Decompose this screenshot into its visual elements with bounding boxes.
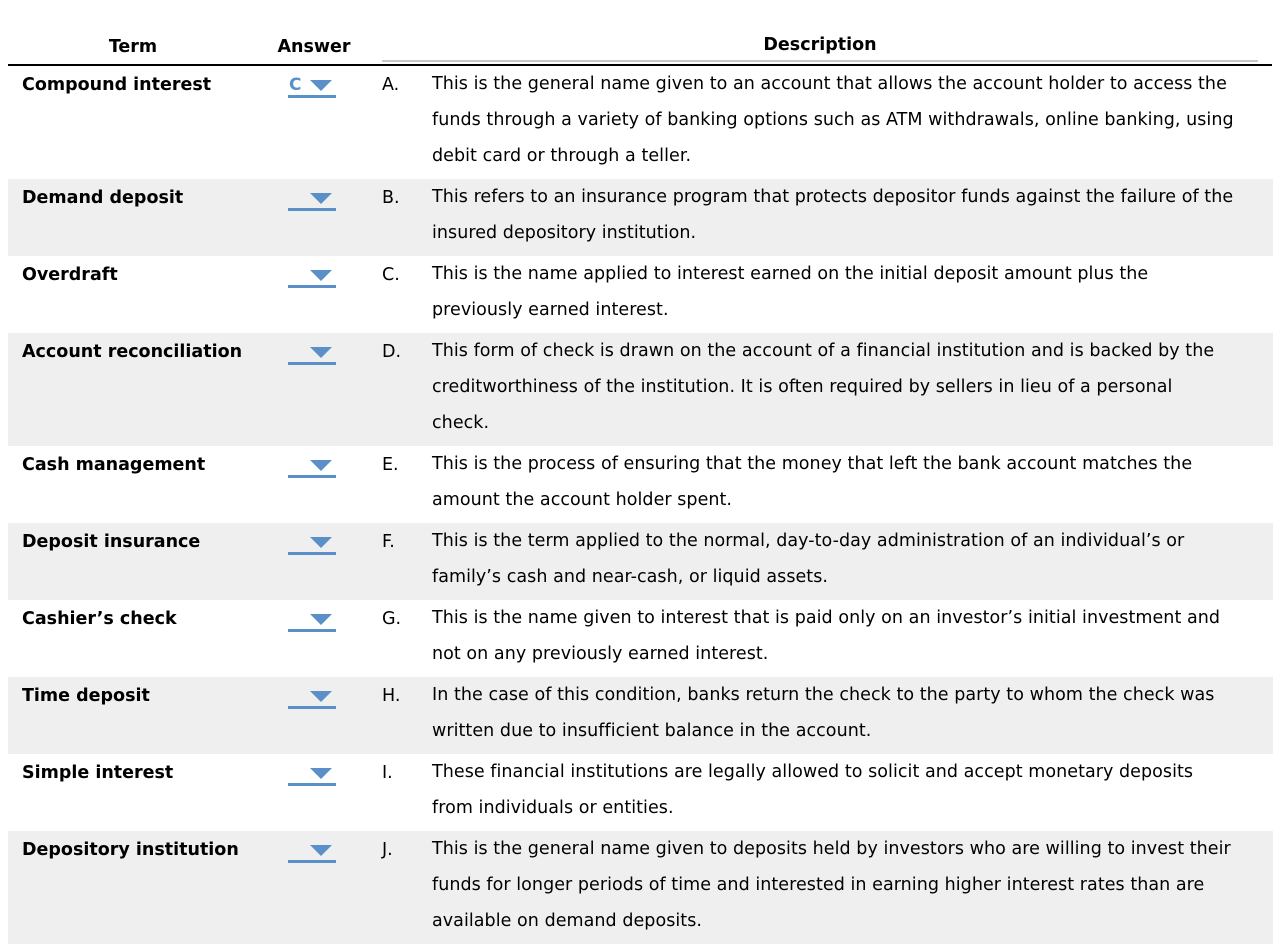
description-letter: A. [382, 75, 400, 95]
chevron-down-icon [310, 768, 332, 779]
description-line: funds for longer periods of time and interested in earning higher interest rates than are [432, 875, 1205, 895]
table-row [8, 333, 1273, 446]
answer-dropdown[interactable] [288, 839, 336, 863]
table-row [8, 523, 1273, 600]
description-line: This is the process of ensuring that the money that left the bank account matches the [432, 454, 1193, 474]
header-answer: Answer [277, 37, 351, 57]
description-text [432, 677, 1268, 749]
table-row [8, 831, 1273, 944]
description-text [432, 446, 1268, 518]
chevron-down-icon [310, 270, 332, 281]
chevron-down-icon [310, 193, 332, 204]
description-letter: G. [382, 609, 402, 629]
description-text [432, 600, 1268, 672]
term-label: Overdraft [22, 265, 118, 285]
term-label: Cashier’s check [22, 609, 177, 629]
chevron-down-icon [310, 691, 332, 702]
description-letter: H. [382, 686, 401, 706]
description-text [432, 66, 1268, 174]
term-label: Cash management [22, 455, 206, 475]
description-line: creditworthiness of the institution. It is often required by sellers in lieu of a personal [432, 377, 1173, 397]
table-row [8, 179, 1273, 256]
matching-table-body [8, 66, 1273, 944]
description-line: debit card or through a teller. [432, 146, 692, 166]
chevron-down-icon [310, 614, 332, 625]
answer-dropdown[interactable] [288, 74, 336, 98]
term-label: Simple interest [22, 763, 174, 783]
answer-dropdown[interactable] [288, 264, 336, 288]
answer-dropdown[interactable] [288, 454, 336, 478]
description-header-underline [382, 60, 1258, 62]
description-text [432, 754, 1268, 826]
term-label: Depository institution [22, 840, 239, 860]
chevron-down-icon [310, 80, 332, 91]
description-line: insured depository institution. [432, 223, 697, 243]
description-line: This form of check is drawn on the account of a financial institution and is backed by the [432, 341, 1215, 361]
chevron-down-icon [310, 845, 332, 856]
description-letter: D. [382, 342, 402, 362]
description-line: funds through a variety of banking options such as ATM withdrawals, online banking, using [432, 110, 1234, 130]
answer-dropdown[interactable] [288, 187, 336, 211]
description-line: These financial institutions are legally allowed to solicit and accept monetary deposits [432, 762, 1194, 782]
table-row [8, 66, 1273, 179]
term-label: Demand deposit [22, 188, 184, 208]
description-line: This is the name given to interest that is paid only on an investor’s initial investment and [432, 608, 1221, 628]
description-line: In the case of this condition, banks return the check to the party to whom the check was [432, 685, 1215, 705]
table-row [8, 677, 1273, 754]
description-line: family’s cash and near-cash, or liquid assets. [432, 567, 828, 587]
description-letter: F. [382, 532, 395, 552]
table-row [8, 754, 1273, 831]
answer-selected-value: C [289, 75, 302, 95]
table-header [0, 0, 1288, 66]
answer-dropdown[interactable] [288, 762, 336, 786]
term-label: Deposit insurance [22, 532, 201, 552]
answer-dropdown[interactable] [288, 341, 336, 365]
description-letter: I. [382, 763, 393, 783]
chevron-down-icon [310, 347, 332, 358]
table-row [8, 446, 1273, 523]
description-letter: J. [382, 840, 393, 860]
table-row [8, 256, 1273, 333]
description-line: This refers to an insurance program that protects depositor funds against the failure of the [432, 187, 1234, 207]
description-line: This is the general name given to an account that allows the account holder to access the [432, 74, 1227, 94]
description-text [432, 523, 1268, 595]
table-row [8, 600, 1273, 677]
description-line: written due to insufficient balance in the account. [432, 721, 872, 741]
description-text [432, 333, 1268, 441]
answer-dropdown[interactable] [288, 608, 336, 632]
description-letter: B. [382, 188, 400, 208]
description-letter: C. [382, 265, 400, 285]
header-term: Term [108, 37, 158, 57]
description-text [432, 831, 1268, 939]
term-label: Compound interest [22, 75, 212, 95]
description-line: from individuals or entities. [432, 798, 674, 818]
description-line: This is the name applied to interest earned on the initial deposit amount plus the [432, 264, 1149, 284]
term-label: Account reconciliation [22, 342, 243, 362]
description-line: not on any previously earned interest. [432, 644, 769, 664]
answer-dropdown[interactable] [288, 531, 336, 555]
description-line: This is the general name given to deposits held by investors who are willing to invest their [432, 839, 1231, 859]
description-line: check. [432, 413, 490, 433]
description-line: This is the term applied to the normal, day-to-day administration of an individual’s or [432, 531, 1185, 551]
chevron-down-icon [310, 460, 332, 471]
description-letter: E. [382, 455, 399, 475]
description-line: available on demand deposits. [432, 911, 702, 931]
answer-dropdown[interactable] [288, 685, 336, 709]
chevron-down-icon [310, 537, 332, 548]
term-label: Time deposit [22, 686, 150, 706]
header-description: Description [763, 35, 877, 55]
description-text [432, 256, 1268, 328]
description-line: amount the account holder spent. [432, 490, 733, 510]
description-text [432, 179, 1268, 251]
description-line: previously earned interest. [432, 300, 669, 320]
